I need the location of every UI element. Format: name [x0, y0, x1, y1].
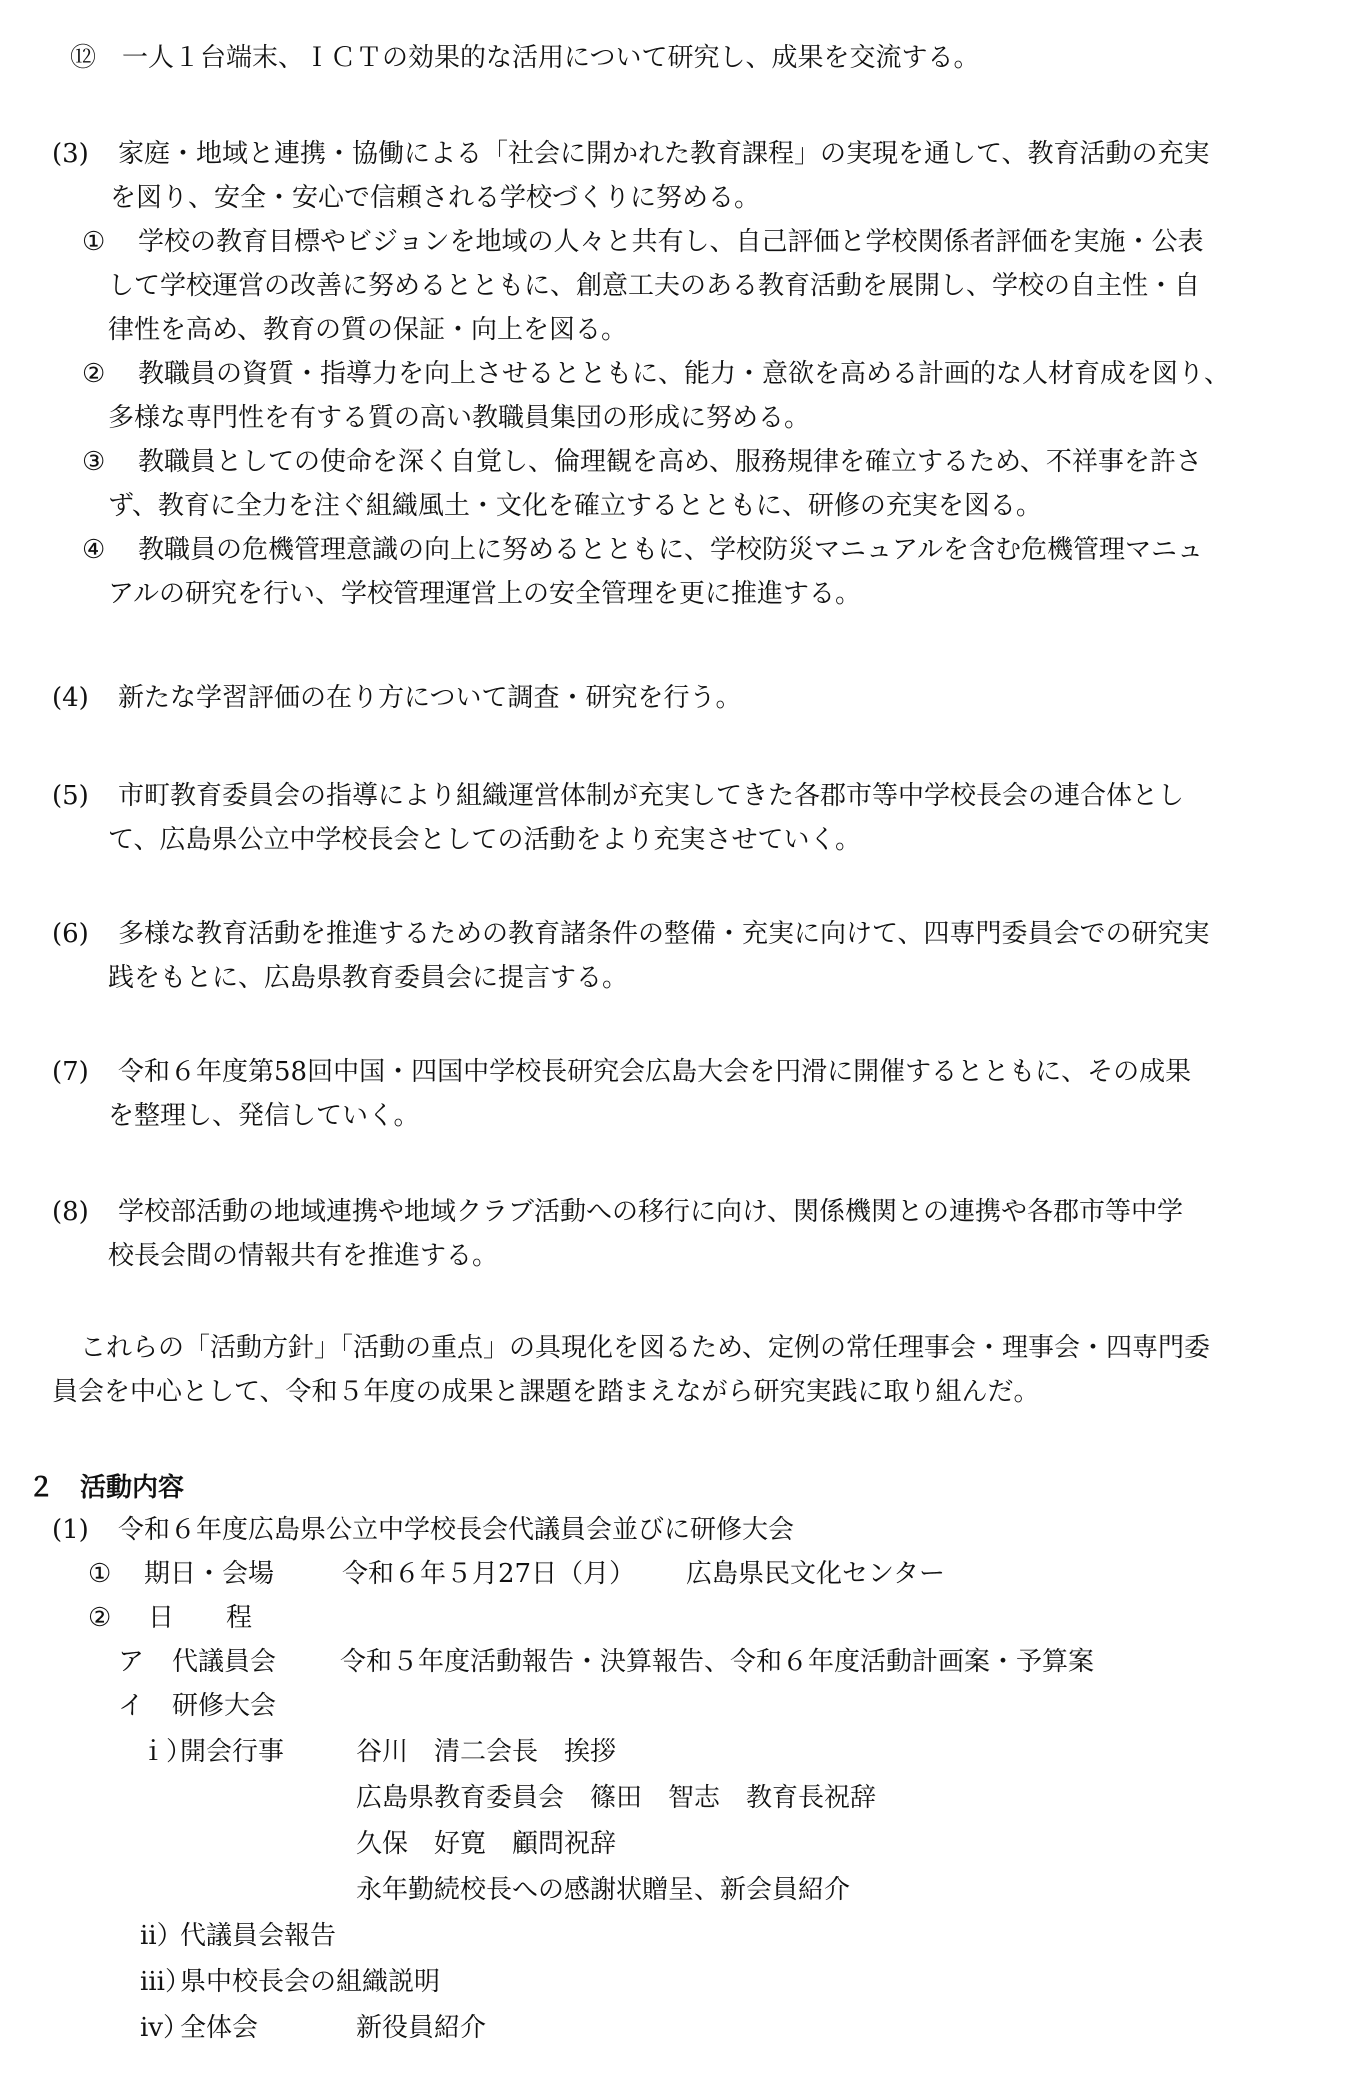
section-5-line-2: て、広島県公立中学校長会としての活動をより充実させていく。 — [108, 825, 861, 855]
item-3-4-line-1 — [82, 532, 1203, 568]
schedule-row — [88, 1600, 252, 1636]
schedule-a-label: 代議員会 — [172, 1647, 277, 1677]
item-marker: ③ — [82, 447, 106, 477]
section-marker: (3) — [52, 139, 89, 169]
item-12 — [70, 40, 979, 76]
item-3-3-line-2: ず、教育に全力を注ぐ組織風土・文化を確立するとともに、研修の充実を図る。 — [108, 491, 1042, 521]
item-text: 教職員としての使命を深く自覚し、倫理観を高め、服務規律を確立するため、不祥事を許さ — [138, 447, 1202, 477]
section-marker: (4) — [52, 683, 89, 713]
section-8-line-2: 校長会間の情報共有を推進する。 — [108, 1241, 499, 1271]
item-marker: ① — [82, 227, 106, 257]
section-marker: (5) — [52, 781, 89, 811]
item-text: 教職員の危機管理意識の向上に努めるとともに、学校防災マニュアルを含む危機管理マニュ — [138, 535, 1203, 565]
schedule-b-label: 研修大会 — [172, 1691, 277, 1721]
date-venue-row — [88, 1556, 945, 1592]
item-3-3-line-1 — [82, 444, 1202, 480]
section-marker: (6) — [52, 919, 89, 949]
roman-3-label: 県中校長会の組織説明 — [180, 1967, 441, 1997]
date-value: 令和６年５月27日（月） — [342, 1559, 636, 1589]
item-marker: ② — [88, 1603, 112, 1633]
item-marker: ⑫ — [70, 43, 97, 73]
item-3-1-line-2: して学校運営の改善に努めるとともに、創意工夫のある教育活動を展開し、学校の自主性・自 — [108, 271, 1201, 301]
roman-2-row — [140, 1918, 336, 1954]
schedule-a-row — [118, 1644, 1094, 1680]
date-label: 期日・会場 — [144, 1559, 275, 1589]
item-text: 教職員の資質・指導力を向上させるとともに、能力・意欲を高める計画的な人材育成を図り、 — [138, 359, 1231, 389]
roman-1-line-4: 永年勤続校長への感謝状贈呈、新会員紹介 — [356, 1875, 851, 1905]
section-5-line-1 — [52, 778, 1184, 814]
summary-line-2: 員会を中心として、令和５年度の成果と課題を踏まえながら研究実践に取り組んだ。 — [52, 1377, 1040, 1407]
item-marker: ⅳ） — [140, 2013, 190, 2043]
item-3-1-line-1 — [82, 224, 1203, 260]
item-3-2-line-2: 多様な専門性を有する質の高い教職員集団の形成に努める。 — [108, 403, 811, 433]
roman-3-row — [140, 1964, 440, 2000]
section-3-line-1 — [52, 136, 1209, 172]
section-6-line-2: 践をもとに、広島県教育委員会に提言する。 — [108, 963, 629, 993]
roman-1-line-3: 久保 好寛 顧問祝辞 — [356, 1829, 617, 1859]
section-6-line-1 — [52, 916, 1209, 952]
venue: 広島県民文化センター — [686, 1559, 945, 1589]
section-3-line-2: を図り、安全・安心で信頼される学校づくりに努める。 — [110, 183, 761, 213]
roman-1-label: 開会行事 — [180, 1737, 285, 1767]
roman-4-row — [140, 2010, 486, 2046]
section-text: 市町教育委員会の指導により組織運営体制が充実してきた各郡市等中学校長会の連合体とし — [118, 781, 1185, 811]
section-2-heading: ２ 活動内容 — [28, 1473, 185, 1503]
item-marker: ① — [88, 1559, 112, 1589]
item-text: 一人１台端末、ＩＣＴの効果的な活用について研究し、成果を交流する。 — [122, 43, 980, 73]
item-3-2-line-1 — [82, 356, 1230, 392]
roman-1-line: 谷川 清二会長 挨拶 — [356, 1737, 617, 1767]
item-marker: ⅲ） — [140, 1967, 191, 1997]
summary-line-1: これらの「活動方針」「活動の重点」の具現化を図るため、定例の常任理事会・理事会・四専門委 — [80, 1333, 1210, 1363]
section-8-line-1 — [52, 1194, 1183, 1230]
item-text: 学校の教育目標やビジョンを地域の人々と共有し、自己評価と学校関係者評価を実施・公表 — [138, 227, 1204, 257]
item-marker: ④ — [82, 535, 106, 565]
item-3-1-line-3: 律性を高め、教育の質の保証・向上を図る。 — [108, 315, 627, 345]
roman-4-label: 全体会 — [180, 2013, 259, 2043]
schedule-a-text: 令和５年度活動報告・決算報告、令和６年度活動計画案・予算案 — [340, 1647, 1095, 1677]
section-text: 令和６年度第58回中国・四国中学校長研究会広島大会を円滑に開催するとともに、その成果 — [118, 1057, 1192, 1087]
section-4 — [52, 680, 741, 716]
roman-2-label: 代議員会報告 — [180, 1921, 337, 1951]
section-7-line-2: を整理し、発信していく。 — [108, 1101, 420, 1131]
roman-1-line-2: 広島県教育委員会 篠田 智志 教育長祝辞 — [356, 1783, 877, 1813]
roman-1-row — [140, 1734, 616, 1770]
section-7-line-1 — [52, 1054, 1191, 1090]
subsection-1 — [52, 1512, 794, 1548]
schedule-label: 日 程 — [148, 1603, 253, 1633]
subsection-title: 令和６年度広島県公立中学校長会代議員会並びに研修大会 — [118, 1515, 795, 1545]
item-marker: イ — [118, 1691, 145, 1721]
section-text: 家庭・地域と連携・協働による「社会に開かれた教育課程」の実現を通して、教育活動の充実 — [118, 139, 1210, 169]
section-text: 多様な教育活動を推進するための教育諸条件の整備・充実に向けて、四専門委員会での研究実 — [118, 919, 1210, 949]
section-text: 新たな学習評価の在り方について調査・研究を行う。 — [118, 683, 742, 713]
item-3-4-line-2: アルの研究を行い、学校管理運営上の安全管理を更に推進する。 — [108, 579, 861, 609]
item-marker: ② — [82, 359, 106, 389]
schedule-b-row — [118, 1688, 276, 1724]
item-marker: ｉ） — [140, 1737, 193, 1767]
item-marker: ア — [118, 1647, 145, 1677]
section-marker: (8) — [52, 1197, 89, 1227]
section-marker: (7) — [52, 1057, 89, 1087]
roman-4-text: 新役員紹介 — [356, 2013, 487, 2043]
section-text: 学校部活動の地域連携や地域クラブ活動への移行に向け、関係機関との連携や各郡市等中学 — [118, 1197, 1183, 1227]
section-marker: (1) — [52, 1515, 89, 1545]
item-marker: ⅱ） — [140, 1921, 183, 1951]
